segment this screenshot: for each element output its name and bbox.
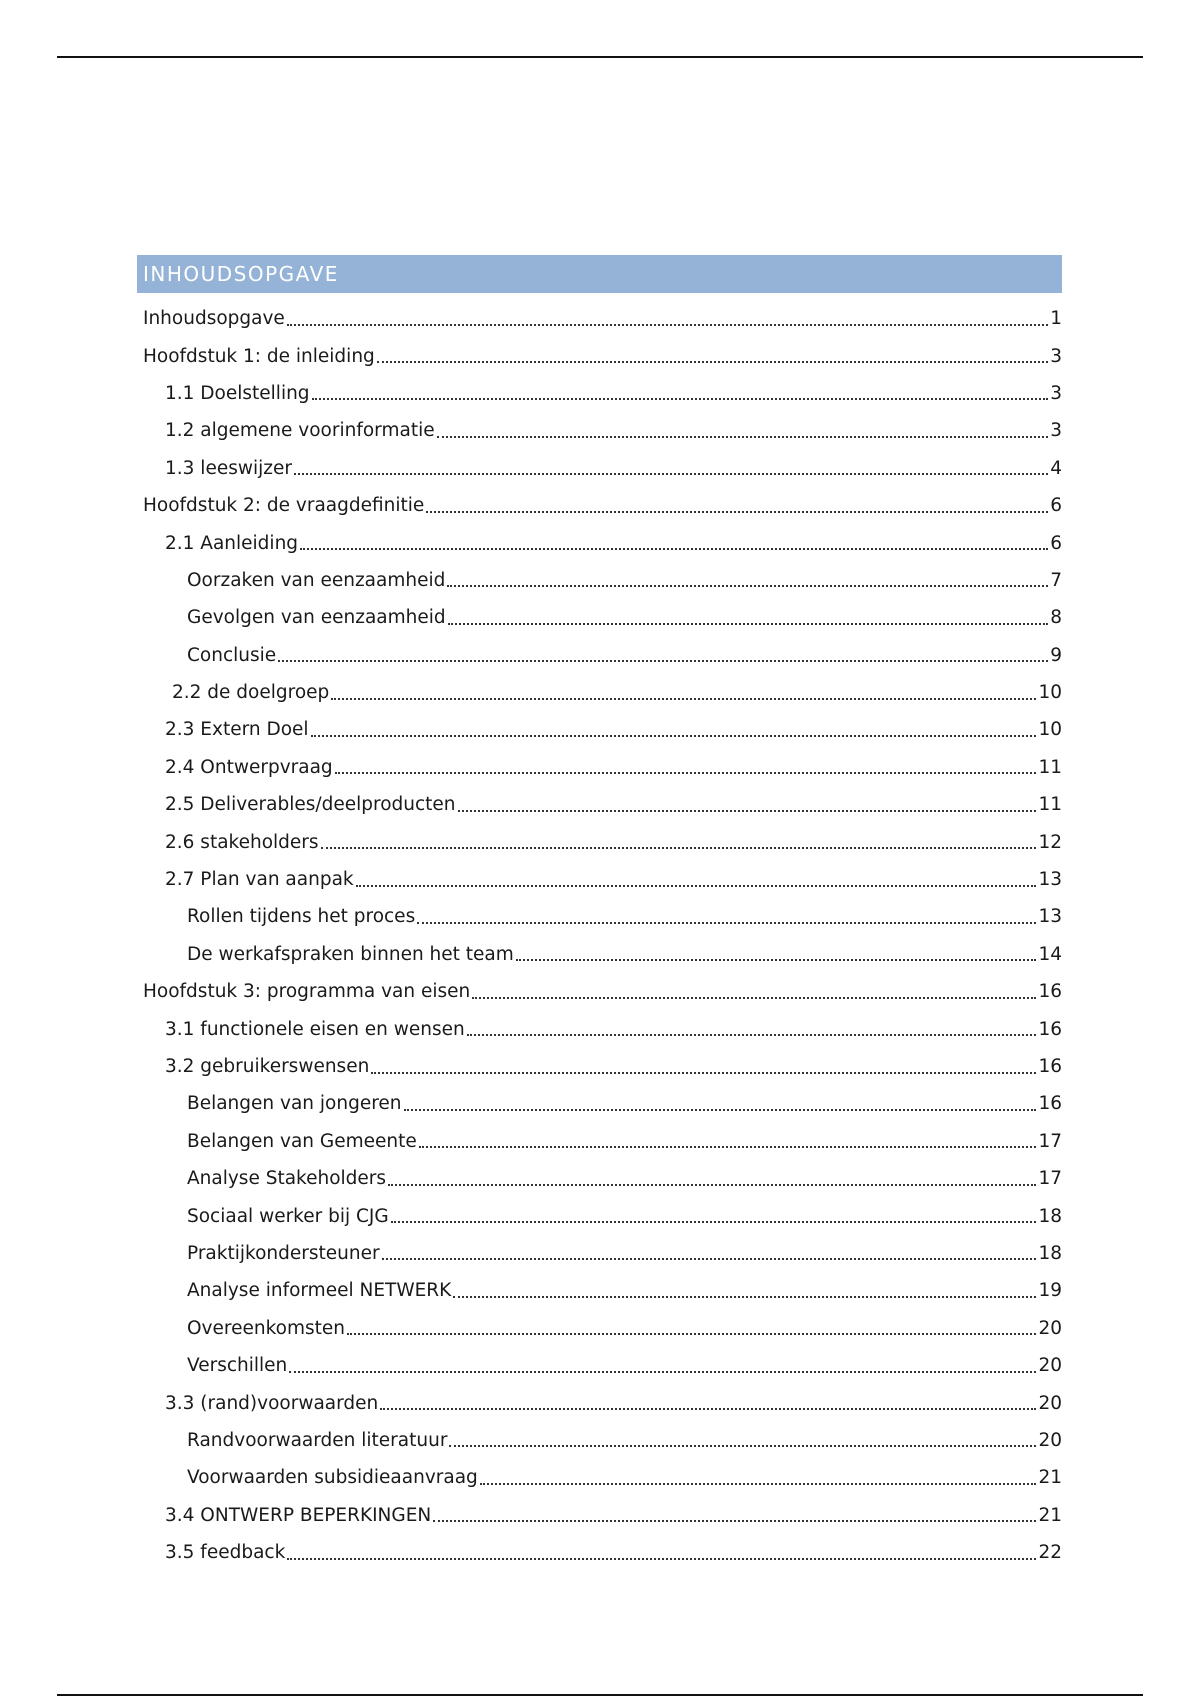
toc-entry-page-number: 3 <box>1050 382 1062 404</box>
toc-leader-dots <box>388 1164 1036 1186</box>
toc-entry[interactable] <box>137 1347 1062 1384</box>
toc-entry[interactable] <box>137 637 1062 674</box>
toc-entry-label: 2.2 de doelgroep <box>172 682 330 704</box>
toc-entry[interactable] <box>137 1310 1062 1347</box>
toc-entry-page-number: 22 <box>1038 1542 1062 1564</box>
toc-entry[interactable] <box>137 1048 1062 1085</box>
toc-entry-label: Belangen van Gemeente <box>187 1130 417 1152</box>
toc-entry-label: Hoofdstuk 1: de inleiding <box>143 345 375 367</box>
toc-entry-label: Overeenkomsten <box>187 1317 345 1339</box>
toc-entry[interactable] <box>137 674 1062 711</box>
toc-leader-dots <box>472 977 1036 999</box>
toc-entry[interactable] <box>137 450 1062 487</box>
toc-entry-label: Sociaal werker bij CJG <box>187 1205 389 1227</box>
toc-entry-label: Hoofdstuk 3: programma van eisen <box>143 981 471 1003</box>
toc-entry-page-number: 3 <box>1050 345 1062 367</box>
toc-entry-page-number: 16 <box>1038 981 1062 1003</box>
toc-entry[interactable] <box>137 1123 1062 1160</box>
toc-entry-label: 2.1 Aanleiding <box>165 532 299 554</box>
toc-entry-page-number: 11 <box>1038 756 1062 778</box>
toc-entry[interactable] <box>137 599 1062 636</box>
toc-entry-page-number: 7 <box>1050 569 1062 591</box>
toc-entry-page-number: 14 <box>1038 943 1062 965</box>
toc-entry-page-number: 12 <box>1038 831 1062 853</box>
toc-entry-page-number: 6 <box>1050 532 1062 554</box>
toc-entry[interactable] <box>137 861 1062 898</box>
toc-leader-dots <box>289 1351 1036 1373</box>
toc-entry-page-number: 20 <box>1038 1355 1062 1377</box>
toc-entry-label: Verschillen <box>187 1355 288 1377</box>
toc-entry-page-number: 20 <box>1038 1317 1062 1339</box>
toc-leader-dots <box>382 1238 1037 1260</box>
toc-entry-page-number: 20 <box>1038 1392 1062 1414</box>
toc-entry[interactable] <box>137 1085 1062 1122</box>
toc-leader-dots <box>331 678 1036 700</box>
toc-entry[interactable] <box>137 487 1062 524</box>
toc-entry-label: 1.2 algemene voorinformatie <box>165 420 435 442</box>
toc-leader-dots <box>311 715 1037 737</box>
toc-leader-dots <box>287 1538 1036 1560</box>
toc-entry[interactable] <box>137 823 1062 860</box>
toc-leader-dots <box>377 341 1048 363</box>
toc-entry-page-number: 6 <box>1050 495 1062 517</box>
toc-entry[interactable] <box>137 973 1062 1010</box>
toc-leader-dots <box>448 603 1049 625</box>
toc-entry[interactable] <box>137 936 1062 973</box>
toc-entry-page-number: 16 <box>1038 1093 1062 1115</box>
toc-entry[interactable] <box>137 898 1062 935</box>
toc-leader-dots <box>419 1126 1037 1148</box>
toc-entry[interactable] <box>137 375 1062 412</box>
toc-entry-label: Voorwaarden subsidieaanvraag <box>187 1467 478 1489</box>
toc-entry-page-number: 21 <box>1038 1504 1062 1526</box>
toc-leader-dots <box>453 1276 1036 1298</box>
toc-entry[interactable] <box>137 1160 1062 1197</box>
toc-entry-page-number: 11 <box>1038 794 1062 816</box>
toc-entry-label: 2.7 Plan van aanpak <box>165 869 354 891</box>
toc-entry-page-number: 17 <box>1038 1130 1062 1152</box>
toc-entry[interactable] <box>137 786 1062 823</box>
toc-entry-label: Analyse informeel NETWERK <box>187 1280 452 1302</box>
toc-entry-page-number: 17 <box>1038 1168 1062 1190</box>
toc-entry-label: Conclusie <box>187 644 277 666</box>
toc-entry[interactable] <box>137 337 1062 374</box>
toc-leader-dots <box>480 1463 1037 1485</box>
toc-leader-dots <box>380 1388 1036 1410</box>
toc-entry-page-number: 9 <box>1050 644 1062 666</box>
toc-entry-page-number: 21 <box>1038 1467 1062 1489</box>
toc-leader-dots <box>437 416 1049 438</box>
toc-entry[interactable] <box>137 711 1062 748</box>
toc-leader-dots <box>426 491 1048 513</box>
toc-entry-page-number: 13 <box>1038 906 1062 928</box>
toc-leader-dots <box>371 1052 1036 1074</box>
toc-entry-page-number: 18 <box>1038 1242 1062 1264</box>
toc-entry-label: 1.3 leeswijzer <box>165 457 292 479</box>
toc-entry-label: Oorzaken van eenzaamheid <box>187 569 446 591</box>
toc-entry-label: 3.5 feedback <box>165 1542 286 1564</box>
toc-entry[interactable] <box>137 1197 1062 1234</box>
toc-list <box>137 300 1062 1571</box>
toc-leader-dots <box>404 1089 1037 1111</box>
toc-entry-label: Gevolgen van eenzaamheid <box>187 607 446 629</box>
toc-entry[interactable] <box>137 1272 1062 1309</box>
table-of-contents <box>137 255 1062 1571</box>
toc-leader-dots <box>516 939 1037 961</box>
toc-leader-dots <box>433 1500 1036 1522</box>
toc-entry-page-number: 13 <box>1038 869 1062 891</box>
toc-leader-dots <box>447 565 1048 587</box>
toc-leader-dots <box>335 752 1037 774</box>
toc-entry[interactable] <box>137 1497 1062 1534</box>
toc-entry-label: 2.6 stakeholders <box>165 831 319 853</box>
toc-entry-label: 3.1 functionele eisen en wensen <box>165 1018 465 1040</box>
toc-entry[interactable] <box>137 1010 1062 1047</box>
toc-entry-page-number: 16 <box>1038 1018 1062 1040</box>
toc-entry[interactable] <box>137 1459 1062 1496</box>
toc-leader-dots <box>294 453 1048 475</box>
toc-entry-label: 2.5 Deliverables/deelproducten <box>165 794 456 816</box>
toc-entry[interactable] <box>137 1534 1062 1571</box>
toc-entry-page-number: 3 <box>1050 420 1062 442</box>
toc-entry[interactable] <box>137 1384 1062 1421</box>
toc-entry-label: Randvoorwaarden literatuur <box>187 1429 448 1451</box>
toc-entry-page-number: 1 <box>1050 308 1062 330</box>
toc-heading: INHOUDSOPGAVE <box>137 255 1062 293</box>
toc-leader-dots <box>391 1201 1037 1223</box>
toc-leader-dots <box>467 1014 1037 1036</box>
toc-entry[interactable] <box>137 562 1062 599</box>
toc-leader-dots <box>312 378 1049 400</box>
toc-leader-dots <box>449 1425 1036 1447</box>
toc-entry-page-number: 4 <box>1050 457 1062 479</box>
toc-entry[interactable] <box>137 1235 1062 1272</box>
toc-entry[interactable] <box>137 1422 1062 1459</box>
toc-entry-label: De werkafspraken binnen het team <box>187 943 514 965</box>
toc-leader-dots <box>321 827 1037 849</box>
toc-entry-page-number: 19 <box>1038 1280 1062 1302</box>
toc-entry-label: Rollen tijdens het proces <box>187 906 416 928</box>
toc-entry-label: Praktijkondersteuner <box>187 1242 380 1264</box>
toc-entry-label: Hoofdstuk 2: de vraagdefinitie <box>143 495 425 517</box>
toc-entry[interactable] <box>137 524 1062 561</box>
toc-entry-label: Analyse Stakeholders <box>187 1168 387 1190</box>
toc-entry-label: 2.3 Extern Doel <box>165 719 309 741</box>
toc-leader-dots <box>347 1313 1036 1335</box>
toc-entry-label: Inhoudsopgave <box>143 308 285 330</box>
toc-leader-dots <box>458 790 1037 812</box>
footer-rule <box>57 1694 1143 1696</box>
toc-entry-page-number: 10 <box>1038 719 1062 741</box>
toc-entry-label: 3.3 (rand)voorwaarden <box>165 1392 379 1414</box>
toc-entry-page-number: 16 <box>1038 1056 1062 1077</box>
toc-entry[interactable] <box>137 412 1062 449</box>
toc-entry-label: Belangen van jongeren <box>187 1093 402 1115</box>
toc-entry-label: 2.4 Ontwerpvraag <box>165 756 333 778</box>
toc-entry-page-number: 8 <box>1050 607 1062 629</box>
toc-leader-dots <box>417 902 1036 924</box>
toc-entry[interactable] <box>137 749 1062 786</box>
toc-entry-page-number: 10 <box>1038 682 1062 704</box>
toc-leader-dots <box>356 865 1037 887</box>
toc-entry-page-number: 18 <box>1038 1205 1062 1227</box>
toc-entry-label: 3.2 gebruikerswensen <box>165 1056 370 1077</box>
toc-entry[interactable] <box>137 300 1062 337</box>
toc-leader-dots <box>300 528 1048 550</box>
toc-leader-dots <box>287 304 1048 326</box>
toc-entry-label: 1.1 Doelstelling <box>165 382 310 404</box>
toc-entry-label: 3.4 ONTWERP BEPERKINGEN <box>165 1504 432 1526</box>
header-rule <box>57 56 1143 58</box>
toc-entry-page-number: 20 <box>1038 1429 1062 1451</box>
toc-leader-dots <box>278 640 1048 662</box>
